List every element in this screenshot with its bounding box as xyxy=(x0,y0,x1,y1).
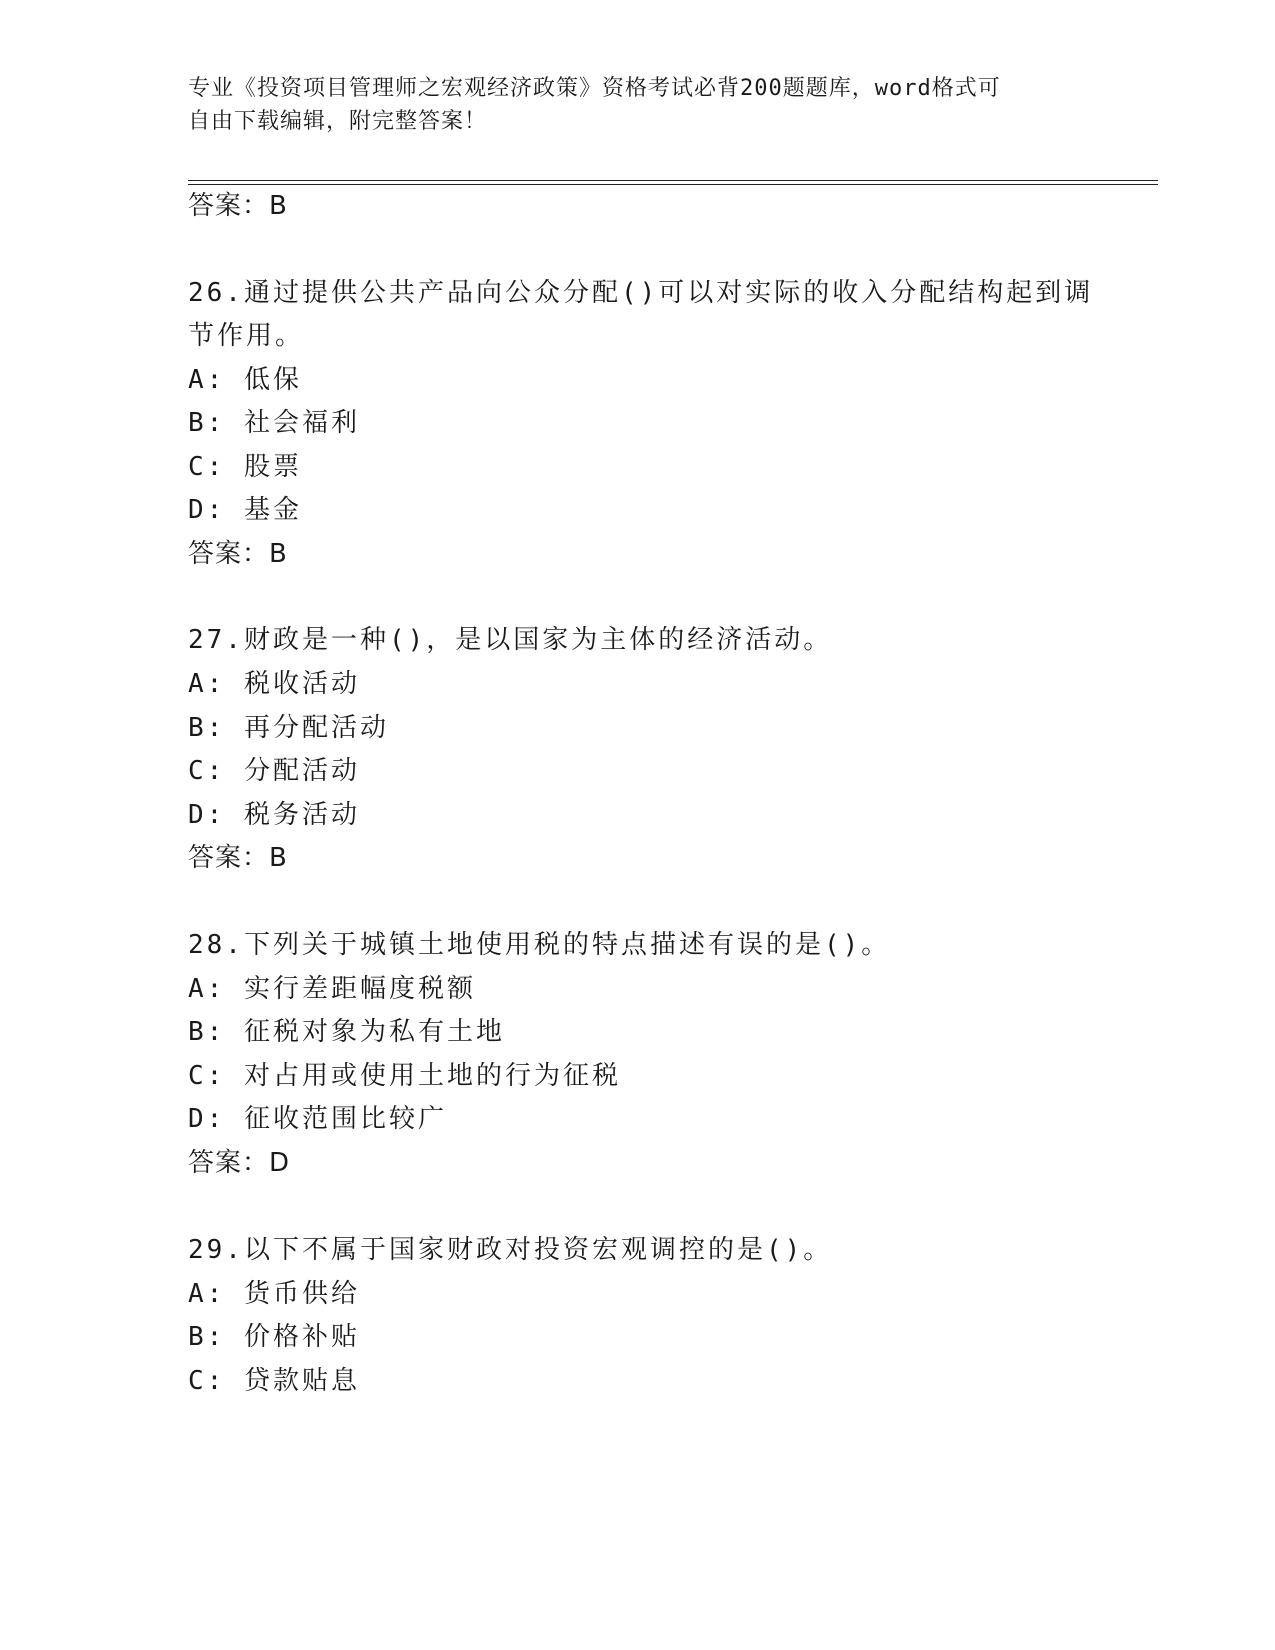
question-28-option-c: C: 对占用或使用土地的行为征税 xyxy=(188,1061,621,1091)
question-28-stem-line-1: 28.下列关于城镇土地使用税的特点描述有误的是()。 xyxy=(188,930,891,960)
header-line-1: 专业《投资项目管理师之宏观经济政策》资格考试必背200题题库，word格式可 xyxy=(188,76,1001,101)
question-29-option-c: C: 贷款贴息 xyxy=(188,1366,360,1396)
question-26-answer: 答案：B xyxy=(188,539,288,569)
question-26-option-b: B: 社会福利 xyxy=(188,408,360,438)
question-27-stem-line-1: 27.财政是一种()，是以国家为主体的经济活动。 xyxy=(188,625,833,655)
question-28-answer: 答案：D xyxy=(188,1148,291,1178)
question-26-stem-line-1: 26.通过提供公共产品向公众分配()可以对实际的收入分配结构起到调 xyxy=(188,278,1094,308)
question-26-option-c: C: 股票 xyxy=(188,452,302,482)
question-29-option-a: A: 货币供给 xyxy=(188,1279,360,1309)
question-28-option-a: A: 实行差距幅度税额 xyxy=(188,974,476,1004)
question-26-option-a: A: 低保 xyxy=(188,365,302,395)
question-26-stem-line-2: 节作用。 xyxy=(188,321,305,351)
question-29-stem-line-1: 29.以下不属于国家财政对投资宏观调控的是()。 xyxy=(188,1235,833,1265)
question-27-answer: 答案：B xyxy=(188,843,288,873)
document-header xyxy=(188,72,1088,138)
answer-25: 答案：B xyxy=(188,191,288,221)
question-27-option-a: A: 税收活动 xyxy=(188,669,360,699)
header-divider-bottom xyxy=(188,184,1158,185)
question-28-option-b: B: 征税对象为私有土地 xyxy=(188,1017,505,1047)
question-28-option-d: D: 征收范围比较广 xyxy=(188,1104,447,1134)
question-27-option-c: C: 分配活动 xyxy=(188,756,360,786)
header-divider-top xyxy=(188,180,1158,181)
question-29-option-b: B: 价格补贴 xyxy=(188,1322,360,1352)
question-27-option-d: D: 税务活动 xyxy=(188,800,360,830)
question-27-option-b: B: 再分配活动 xyxy=(188,713,389,743)
question-26-option-d: D: 基金 xyxy=(188,495,302,525)
header-line-2: 自由下载编辑，附完整答案！ xyxy=(188,109,488,134)
